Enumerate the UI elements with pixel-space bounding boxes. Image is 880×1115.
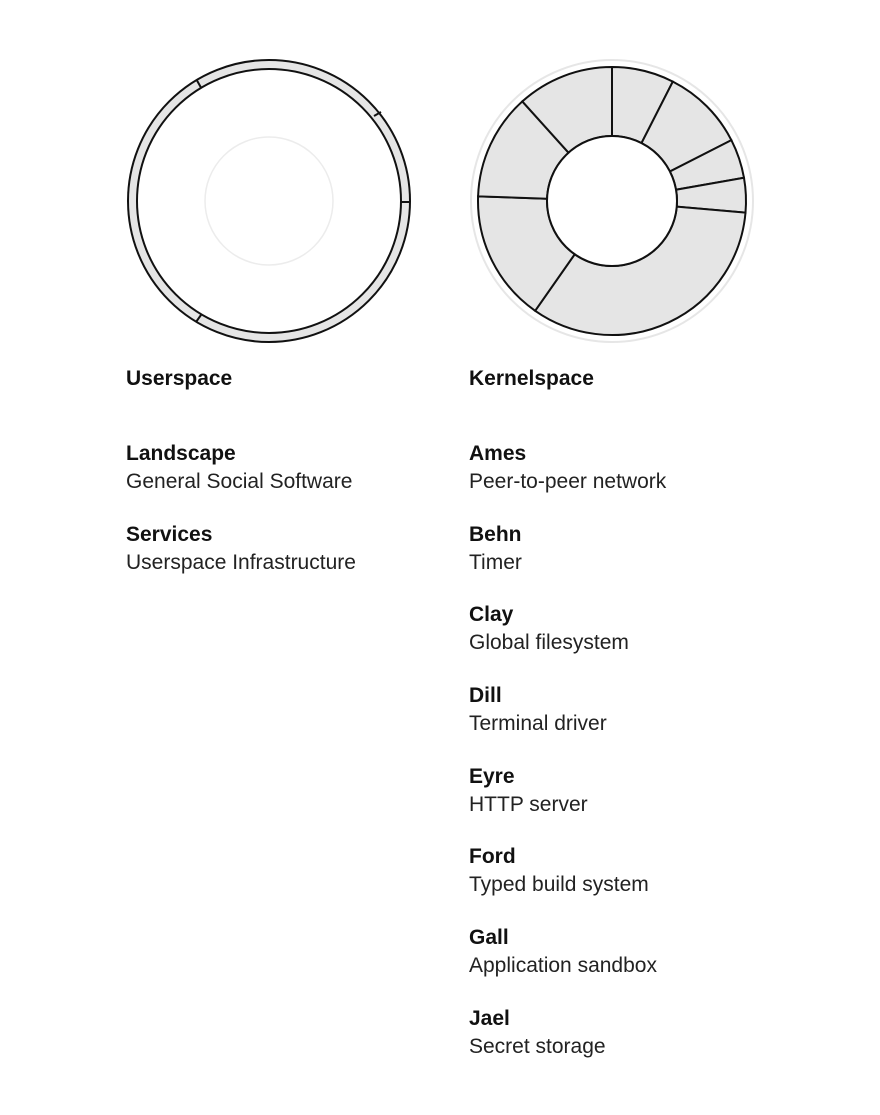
- item-description: Peer-to-peer network: [469, 470, 667, 493]
- item-name: Dill: [469, 684, 502, 708]
- list-item: [469, 924, 666, 1005]
- item-name: Eyre: [469, 764, 515, 788]
- list-item: [469, 763, 666, 844]
- item-description: Terminal driver: [469, 712, 607, 736]
- item-name: Jael: [469, 1006, 510, 1030]
- kernelspace-ring-diagram: [467, 56, 757, 346]
- userspace-ring-diagram: [124, 56, 414, 346]
- item-description: Application sandbox: [469, 954, 657, 978]
- item-description: Global filesystem: [469, 631, 629, 655]
- list-item: [469, 843, 666, 924]
- kernelspace-column: [469, 56, 769, 1058]
- list-item: [469, 521, 666, 602]
- userspace-list: [126, 440, 356, 601]
- userspace-heading: Userspace: [126, 367, 233, 390]
- item-description: Typed build system: [469, 873, 649, 897]
- item-name: Landscape: [126, 442, 236, 465]
- list-item: [469, 1005, 666, 1086]
- kernelspace-heading: Kernelspace: [469, 367, 594, 390]
- item-description: Timer: [469, 550, 522, 574]
- item-name: Ford: [469, 845, 516, 869]
- userspace-column: [126, 56, 426, 574]
- list-item: [469, 601, 666, 682]
- kernelspace-inner-hole: [547, 136, 677, 266]
- item-name: Behn: [469, 522, 522, 546]
- item-description: HTTP server: [469, 792, 588, 816]
- item-description: Userspace Infrastructure: [126, 550, 356, 574]
- item-name: Clay: [469, 603, 514, 627]
- list-item: [469, 440, 666, 521]
- list-item: [126, 521, 356, 602]
- item-name: Ames: [469, 442, 527, 465]
- kernelspace-list: [469, 440, 666, 1086]
- item-description: Secret storage: [469, 1034, 606, 1058]
- userspace-inner-disc: [137, 69, 401, 333]
- item-name: Gall: [469, 926, 509, 950]
- item-description: General Social Software: [126, 470, 353, 493]
- item-name: Services: [126, 522, 213, 546]
- list-item: [126, 440, 356, 521]
- list-item: [469, 682, 666, 763]
